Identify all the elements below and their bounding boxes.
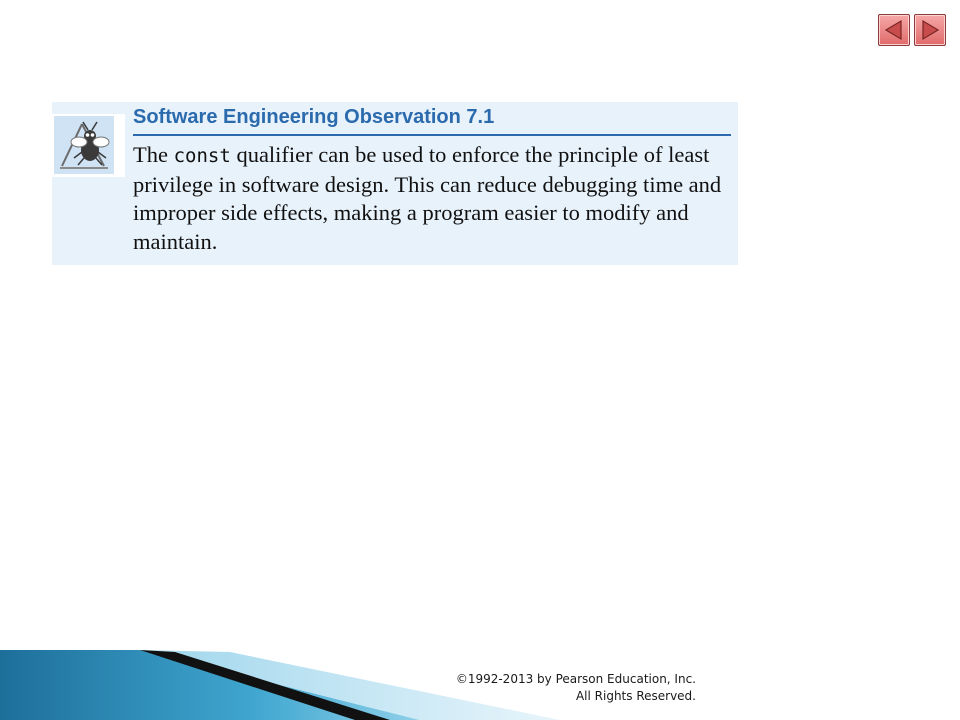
next-slide-button[interactable] bbox=[914, 14, 946, 46]
slide-navigation bbox=[878, 14, 946, 46]
body-text-start: The bbox=[133, 142, 174, 167]
software-engineering-observation bbox=[52, 102, 738, 265]
title-divider bbox=[133, 134, 731, 136]
observation-icon-tile bbox=[52, 114, 125, 177]
code-keyword: const bbox=[173, 145, 231, 167]
copyright-line-2: All Rights Reserved. bbox=[575, 689, 696, 703]
observation-title: Software Engineering Observation 7.1 bbox=[133, 106, 495, 128]
previous-slide-button[interactable] bbox=[878, 14, 910, 46]
observation-body bbox=[133, 141, 733, 256]
copyright-line-1: ©1992-2013 by Pearson Education, Inc. bbox=[455, 672, 696, 686]
body-text-rest: qualifier can be used to enforce the principle of least privilege in software design. This can reduce debugging time and improper side effects, making a program easier to modify and maintain. bbox=[133, 142, 722, 254]
copyright-notice bbox=[456, 671, 696, 705]
bug-mascot-icon bbox=[52, 114, 125, 177]
right-arrow-icon bbox=[919, 19, 941, 41]
left-arrow-icon bbox=[883, 19, 905, 41]
